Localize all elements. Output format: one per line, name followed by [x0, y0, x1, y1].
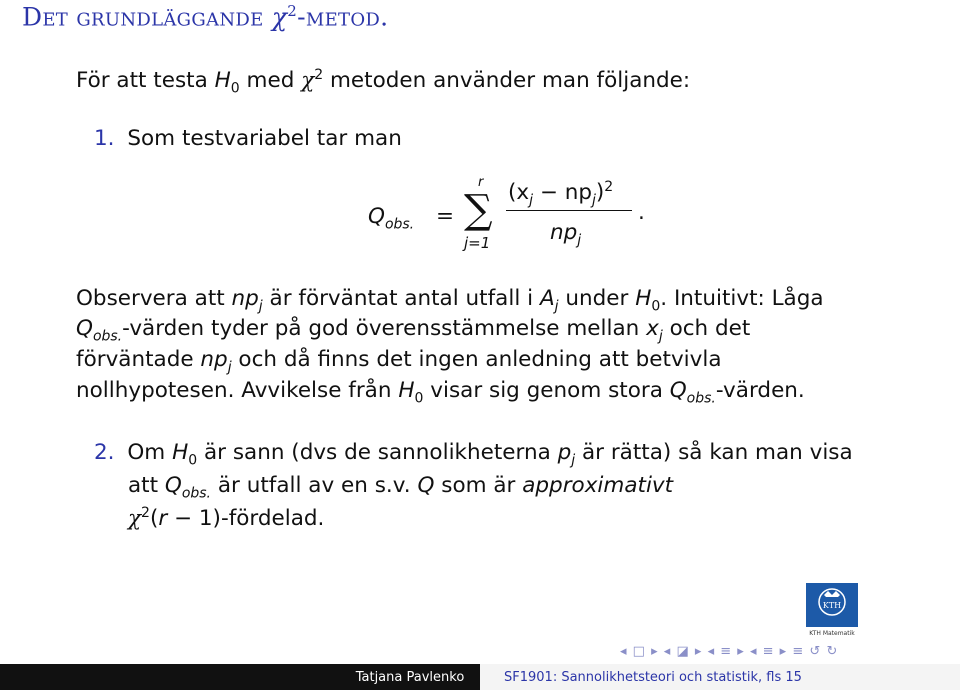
- item-2-p: p: [557, 440, 572, 465]
- nav-prev-section-icon[interactable]: ◂: [707, 644, 715, 659]
- item-2-H: H: [172, 440, 189, 465]
- eq-fraction-bar: [506, 210, 632, 211]
- nav-prev-sub-icon[interactable]: ◂: [663, 644, 671, 659]
- eq-num-sup: 2: [604, 179, 614, 195]
- intro-chi-sup: 2: [314, 67, 324, 83]
- eq-sum-upper: r: [478, 175, 484, 190]
- item-2-2b: är utfall av en s.v.: [211, 473, 418, 498]
- eq-denominator: [550, 222, 581, 247]
- title-suffix: -metod.: [297, 2, 389, 32]
- nav-back-icon[interactable]: ↺: [809, 644, 821, 659]
- para-1a: Observera att: [76, 286, 232, 311]
- intro-text-3: metoden använder man följande:: [323, 68, 691, 94]
- para-3a: förväntade: [76, 347, 201, 372]
- title-chi: χ: [271, 2, 288, 32]
- item-1-number: 1.: [94, 126, 115, 151]
- nav-next-section-icon[interactable]: ▸: [737, 644, 744, 659]
- intro-H: H: [214, 68, 231, 94]
- para-2b: och det: [662, 316, 751, 341]
- para-x-j: j: [658, 328, 663, 345]
- para-1d: . Intuitivt: Låga: [660, 286, 824, 311]
- nav-subsection-icon[interactable]: ≡: [762, 644, 774, 659]
- nav-sub-icon[interactable]: ◪: [676, 644, 689, 659]
- item-1-text: Som testvariabel tar man: [127, 126, 402, 151]
- nav-prev-subsection-icon[interactable]: ◂: [749, 644, 757, 659]
- para-line-1: [76, 288, 824, 313]
- footer: [0, 664, 960, 690]
- eq-den: np: [550, 220, 578, 245]
- para-H-sub: 0: [651, 298, 661, 315]
- nav-next-frame-icon[interactable]: ▸: [651, 644, 658, 659]
- para-Q-obs: obs.: [92, 328, 123, 345]
- para-np: np: [231, 286, 259, 311]
- intro-chi: χ: [301, 68, 315, 94]
- para-3b: och då finns det ingen anledning att betvivla: [231, 347, 722, 372]
- nav-next-sub-icon[interactable]: ▸: [694, 644, 702, 659]
- eq-equals: =: [436, 204, 455, 229]
- item-1: [94, 128, 402, 150]
- item-2-line-2: [128, 475, 673, 500]
- para-np-2: np: [200, 347, 228, 372]
- eq-Q: [368, 206, 414, 231]
- para-2a: -värden tyder på god överensstämmelse mellan: [122, 316, 647, 341]
- intro-line: [76, 68, 690, 95]
- para-line-4: [76, 380, 805, 405]
- item-2-1c: är rätta) så kan man visa: [575, 440, 853, 465]
- equation: [368, 176, 668, 256]
- eq-num-j2: j: [591, 192, 596, 209]
- para-1b: är förväntat antal utfall i: [262, 286, 540, 311]
- para-Q-2: Q: [669, 378, 687, 403]
- eq-sum-lower: j=1: [464, 234, 491, 252]
- footer-course-box: [480, 664, 960, 690]
- eq-num-j: j: [529, 192, 534, 209]
- eq-sum-sign: ∑: [464, 187, 493, 233]
- para-j: j: [258, 298, 263, 315]
- para-Q: Q: [76, 316, 93, 341]
- item-2-chi-sup: 2: [141, 505, 150, 521]
- item-2-p-j: j: [571, 452, 576, 469]
- para-4a: nollhypotesen. Avvikelse från: [76, 378, 399, 403]
- nav-align-icon[interactable]: ≡: [792, 644, 804, 659]
- footer-author-box: [0, 664, 480, 690]
- nav-section-icon[interactable]: ≡: [720, 644, 732, 659]
- eq-Q-sub: obs.: [384, 216, 415, 233]
- nav-next-subsection-icon[interactable]: ▸: [779, 644, 787, 659]
- nav-prev-frame-icon[interactable]: ◂: [620, 644, 627, 659]
- para-1c: under: [558, 286, 636, 311]
- title-chi-sup: 2: [287, 2, 298, 20]
- item-2-chi: χ: [128, 506, 142, 532]
- nav-forward-icon[interactable]: ↻: [826, 644, 838, 659]
- eq-dot: .: [638, 200, 645, 225]
- item-2-Q: Q: [164, 473, 182, 498]
- para-A-j: j: [554, 298, 559, 315]
- item-2-number: 2.: [94, 440, 115, 465]
- item-2-line-3: [128, 506, 324, 530]
- item-2-r: r: [158, 506, 168, 532]
- footer-author: Tatjana Pavlenko: [355, 669, 465, 685]
- para-4c: -värden.: [715, 378, 805, 403]
- intro-text-2: med: [239, 68, 302, 94]
- item-2-H-sub: 0: [188, 452, 198, 469]
- intro-text-1: För att testa: [76, 68, 215, 94]
- para-x: x: [646, 316, 659, 341]
- logo-text-bottom: KTH Matematik: [809, 630, 855, 637]
- item-2-2a: att: [128, 473, 165, 498]
- para-line-2: [76, 318, 750, 343]
- item-2-Q-obs: obs.: [181, 485, 212, 502]
- item-2-Q-2: Q: [417, 473, 435, 498]
- logo-text-top: KTH: [822, 601, 842, 610]
- title-prefix: Det grundläggande: [22, 2, 264, 32]
- para-line-3: [76, 349, 722, 374]
- para-A: A: [539, 286, 555, 311]
- para-H-2: H: [398, 378, 415, 403]
- eq-num-mid: − np: [533, 180, 592, 206]
- item-2-3b: − 1)-fördelad.: [167, 506, 325, 532]
- para-H: H: [635, 286, 652, 311]
- para-Q-obs-2: obs.: [686, 390, 716, 407]
- item-2-approx: approximativt: [522, 473, 674, 498]
- item-2-line-1: [94, 442, 853, 467]
- beamer-nav: [620, 644, 839, 659]
- item-2-1b: är sann (dvs de sannolikheterna: [197, 440, 558, 465]
- eq-numerator: [508, 180, 613, 207]
- kth-logo-icon: [806, 583, 858, 637]
- item-2-1a: Om: [127, 440, 173, 465]
- eq-Q-letter: Q: [368, 204, 385, 229]
- item-2-2c: som är: [434, 473, 523, 498]
- nav-frame-icon[interactable]: □: [632, 644, 645, 659]
- para-np-j-2: j: [227, 359, 232, 376]
- para-4b: visar sig genom stora: [423, 378, 670, 403]
- slide-title: [22, 2, 388, 31]
- eq-num-a: (x: [508, 180, 530, 206]
- item-2-3a: (: [149, 506, 159, 532]
- footer-course: SF1901: Sannolikhetsteori och statistik, fls 15: [504, 669, 802, 685]
- eq-den-sub: j: [577, 232, 582, 249]
- eq-num-end: ): [595, 180, 605, 206]
- intro-H-sub: 0: [230, 80, 240, 97]
- para-H-sub-2: 0: [414, 390, 424, 407]
- kth-logo: [806, 583, 858, 637]
